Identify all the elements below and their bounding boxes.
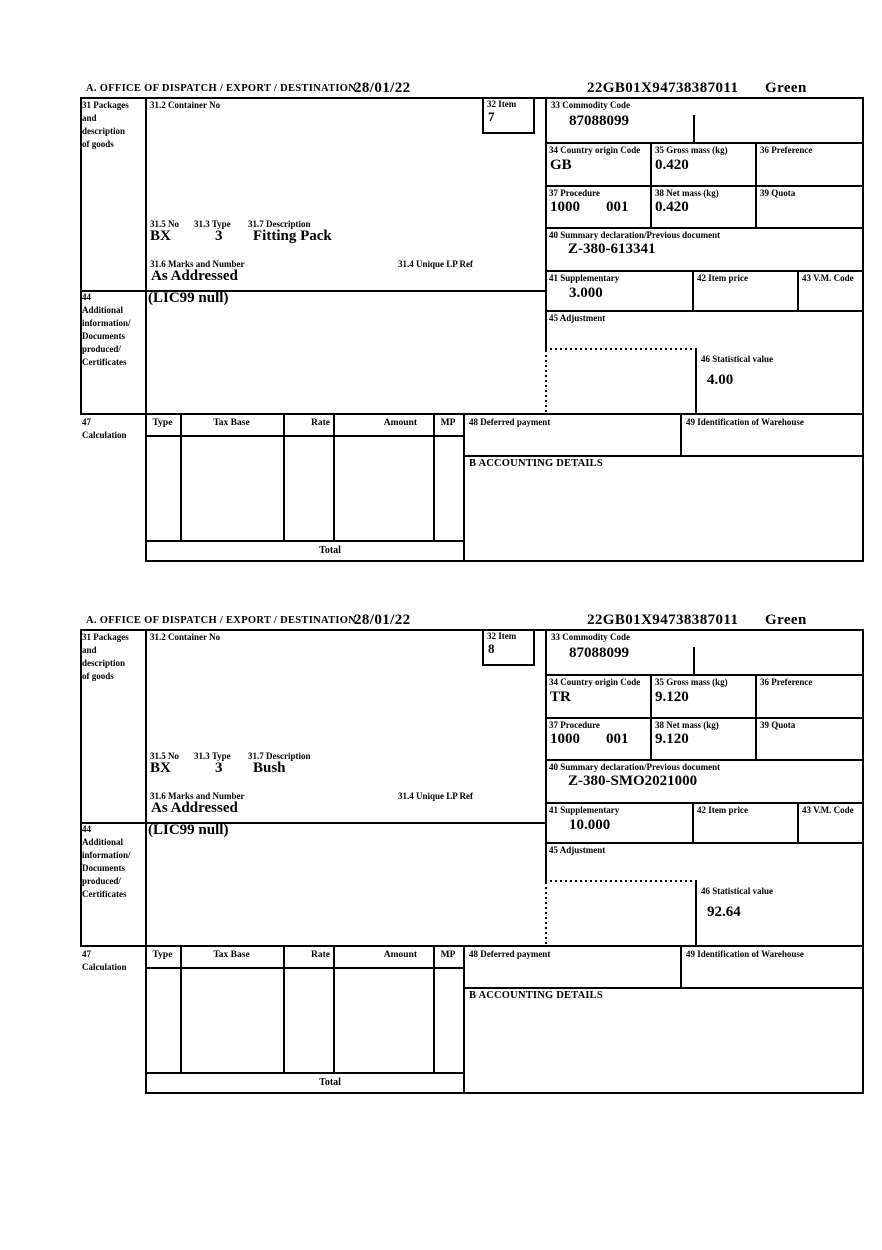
- item-no-label: 32 Item: [487, 631, 517, 641]
- grid-line: [145, 435, 463, 437]
- mrn-value: 22GB01X94738387011: [587, 80, 739, 96]
- statistical-value: 4.00: [707, 372, 734, 388]
- quota-label: 39 Quota: [760, 188, 796, 198]
- preference-label: 36 Preference: [760, 145, 813, 155]
- grid-line: [545, 759, 864, 761]
- summary-declaration-label: 40 Summary declaration/Previous document: [549, 230, 721, 240]
- commodity-code-label: 33 Commodity Code: [551, 632, 630, 642]
- grid-line: [545, 842, 864, 844]
- procedure-value-1: 1000: [550, 199, 580, 215]
- pkg-no-value: BX: [150, 228, 171, 244]
- grid-line: [145, 967, 463, 969]
- grid-line: [145, 560, 864, 562]
- container-no-label: 31.2 Container No: [150, 632, 221, 642]
- commodity-code-value: 87088099: [569, 645, 629, 661]
- deferred-payment-label: 48 Deferred payment: [469, 417, 551, 427]
- grid-line: [545, 674, 864, 676]
- grid-line: [695, 880, 697, 945]
- gross-mass-label: 35 Gross mass (kg): [655, 677, 728, 687]
- pkg-no-label: 31.5 No: [150, 751, 179, 761]
- grid-line: [545, 310, 864, 312]
- grid-line: [180, 945, 182, 1072]
- total-label: Total: [319, 1077, 341, 1088]
- grid-line: [333, 413, 335, 540]
- grid-line: [80, 945, 864, 947]
- item-no-value: 8: [488, 641, 495, 656]
- quota-label: 39 Quota: [760, 720, 796, 730]
- grid-line: [797, 270, 799, 312]
- dotted-line: [545, 880, 697, 882]
- warehouse-id-label: 49 Identification of Warehouse: [686, 949, 804, 959]
- summary-declaration-label: 40 Summary declaration/Previous document: [549, 762, 721, 772]
- grid-line: [862, 97, 864, 562]
- accounting-details-label: B ACCOUNTING DETAILS: [469, 458, 603, 469]
- pkg-no-label: 31.5 No: [150, 219, 179, 229]
- commodity-code-label: 33 Commodity Code: [551, 100, 630, 110]
- country-origin-value: TR: [550, 689, 571, 705]
- grid-line: [464, 987, 864, 989]
- box44-label: 44 Additional information/ Documents produced/ Certificates: [82, 292, 131, 367]
- warehouse-id-label: 49 Identification of Warehouse: [686, 417, 804, 427]
- box47-label: 47 Calculation: [82, 417, 127, 440]
- procedure-value-2: 001: [606, 199, 629, 215]
- procedure-value-1: 1000: [550, 731, 580, 747]
- procedure-value-2: 001: [606, 731, 629, 747]
- gross-mass-value: 9.120: [655, 689, 689, 705]
- col-amount-header: Amount: [383, 950, 417, 960]
- marks-label: 31.6 Marks and Number: [150, 259, 245, 269]
- grid-line: [433, 945, 435, 1072]
- declaration-date: 28/01/22: [354, 612, 411, 628]
- col-type-header: Type: [152, 950, 173, 960]
- item-no-value: 7: [488, 109, 495, 124]
- unique-lp-ref-label: 31.4 Unique LP Ref: [398, 259, 474, 269]
- grid-line: [797, 802, 799, 844]
- grid-line: [545, 185, 864, 187]
- grid-line: [693, 647, 695, 674]
- total-label: Total: [319, 545, 341, 556]
- item-no-label: 32 Item: [487, 99, 517, 109]
- grid-line: [145, 1072, 463, 1074]
- box31-label: 31 Packages and description of goods: [82, 632, 129, 681]
- grid-line: [482, 629, 484, 666]
- statistical-value: 92.64: [707, 904, 741, 920]
- grid-line: [145, 1092, 864, 1094]
- grid-line: [755, 674, 757, 761]
- grid-line: [695, 348, 697, 413]
- item-price-label: 42 Item price: [697, 273, 748, 283]
- col-mp-header: MP: [440, 950, 456, 960]
- grid-line: [692, 802, 694, 844]
- grid-line: [545, 629, 547, 882]
- country-origin-value: GB: [550, 157, 572, 173]
- grid-line: [145, 540, 463, 542]
- marks-value: As Addressed: [151, 268, 238, 284]
- grid-line: [283, 413, 285, 540]
- supplementary-value: 3.000: [569, 285, 603, 301]
- grid-line: [482, 97, 484, 134]
- goods-description: Fitting Pack: [253, 228, 332, 244]
- pkg-type-label: 31.3 Type: [194, 219, 231, 229]
- grid-line: [180, 413, 182, 540]
- col-rate-header: Rate: [311, 950, 330, 960]
- pkg-desc-label: 31.7 Description: [248, 219, 311, 229]
- grid-line: [545, 270, 864, 272]
- net-mass-label: 38 Net mass (kg): [655, 188, 719, 198]
- grid-line: [650, 674, 652, 761]
- grid-line: [545, 97, 547, 350]
- commodity-code-value: 87088099: [569, 113, 629, 129]
- pkg-desc-label: 31.7 Description: [248, 751, 311, 761]
- box47-label: 47 Calculation: [82, 949, 127, 972]
- grid-line: [145, 629, 147, 1094]
- statistical-value-label: 46 Statistical value: [701, 886, 773, 896]
- country-origin-label: 34 Country origin Code: [549, 145, 641, 155]
- grid-line: [482, 132, 535, 134]
- grid-line: [283, 945, 285, 1072]
- declaration-date: 28/01/22: [354, 80, 411, 96]
- routing-status: Green: [765, 80, 807, 96]
- adjustment-label: 45 Adjustment: [549, 845, 606, 855]
- grid-line: [433, 413, 435, 540]
- accounting-details-label: B ACCOUNTING DETAILS: [469, 990, 603, 1001]
- adjustment-label: 45 Adjustment: [549, 313, 606, 323]
- box31-label: 31 Packages and description of goods: [82, 100, 129, 149]
- net-mass-label: 38 Net mass (kg): [655, 720, 719, 730]
- office-of-dispatch-label: A. OFFICE OF DISPATCH / EXPORT / DESTINATION: [86, 83, 357, 94]
- grid-line: [650, 142, 652, 229]
- grid-line: [80, 629, 864, 631]
- marks-label: 31.6 Marks and Number: [150, 791, 245, 801]
- preference-label: 36 Preference: [760, 677, 813, 687]
- grid-line: [693, 115, 695, 142]
- container-no-label: 31.2 Container No: [150, 100, 221, 110]
- routing-status: Green: [765, 612, 807, 628]
- marks-value: As Addressed: [151, 800, 238, 816]
- gross-mass-label: 35 Gross mass (kg): [655, 145, 728, 155]
- grid-line: [862, 629, 864, 1094]
- grid-line: [545, 227, 864, 229]
- col-taxbase-header: Tax Base: [213, 418, 250, 428]
- pkg-type-value: 3: [215, 228, 223, 244]
- gross-mass-value: 0.420: [655, 157, 689, 173]
- statistical-value-label: 46 Statistical value: [701, 354, 773, 364]
- dotted-line: [545, 348, 697, 350]
- net-mass-value: 0.420: [655, 199, 689, 215]
- procedure-label: 37 Procedure: [549, 188, 600, 198]
- dotted-line: [545, 350, 547, 413]
- pkg-type-value: 3: [215, 760, 223, 776]
- unique-lp-ref-label: 31.4 Unique LP Ref: [398, 791, 474, 801]
- mrn-value: 22GB01X94738387011: [587, 612, 739, 628]
- grid-line: [482, 664, 535, 666]
- grid-line: [145, 97, 147, 562]
- deferred-payment-label: 48 Deferred payment: [469, 949, 551, 959]
- procedure-label: 37 Procedure: [549, 720, 600, 730]
- grid-line: [545, 142, 864, 144]
- pkg-no-value: BX: [150, 760, 171, 776]
- dotted-line: [545, 882, 547, 945]
- country-origin-label: 34 Country origin Code: [549, 677, 641, 687]
- col-amount-header: Amount: [383, 418, 417, 428]
- vm-code-label: 43 V.M. Code: [802, 805, 854, 815]
- grid-line: [680, 413, 682, 455]
- grid-line: [755, 142, 757, 229]
- col-rate-header: Rate: [311, 418, 330, 428]
- grid-line: [333, 945, 335, 1072]
- additional-information-value: (LIC99 null): [148, 290, 229, 306]
- col-type-header: Type: [152, 418, 173, 428]
- summary-declaration-value: Z-380-SMO2021000: [568, 773, 698, 789]
- col-taxbase-header: Tax Base: [213, 950, 250, 960]
- grid-line: [464, 455, 864, 457]
- pkg-type-label: 31.3 Type: [194, 751, 231, 761]
- supplementary-label: 41 Supplementary: [549, 805, 620, 815]
- grid-line: [680, 945, 682, 987]
- office-of-dispatch-label: A. OFFICE OF DISPATCH / EXPORT / DESTINATION: [86, 615, 357, 626]
- box44-label: 44 Additional information/ Documents produced/ Certificates: [82, 824, 131, 899]
- customs-item-form-2: [80, 614, 864, 1096]
- grid-line: [545, 802, 864, 804]
- grid-line: [463, 413, 465, 560]
- grid-line: [80, 97, 864, 99]
- customs-item-form-1: [80, 82, 864, 564]
- col-mp-header: MP: [440, 418, 456, 428]
- item-price-label: 42 Item price: [697, 805, 748, 815]
- grid-line: [80, 413, 864, 415]
- grid-line: [463, 945, 465, 1092]
- goods-description: Bush: [253, 760, 286, 776]
- grid-line: [545, 717, 864, 719]
- supplementary-value: 10.000: [569, 817, 611, 833]
- summary-declaration-value: Z-380-613341: [568, 241, 656, 257]
- grid-line: [533, 97, 535, 134]
- supplementary-label: 41 Supplementary: [549, 273, 620, 283]
- net-mass-value: 9.120: [655, 731, 689, 747]
- additional-information-value: (LIC99 null): [148, 822, 229, 838]
- vm-code-label: 43 V.M. Code: [802, 273, 854, 283]
- grid-line: [533, 629, 535, 666]
- grid-line: [692, 270, 694, 312]
